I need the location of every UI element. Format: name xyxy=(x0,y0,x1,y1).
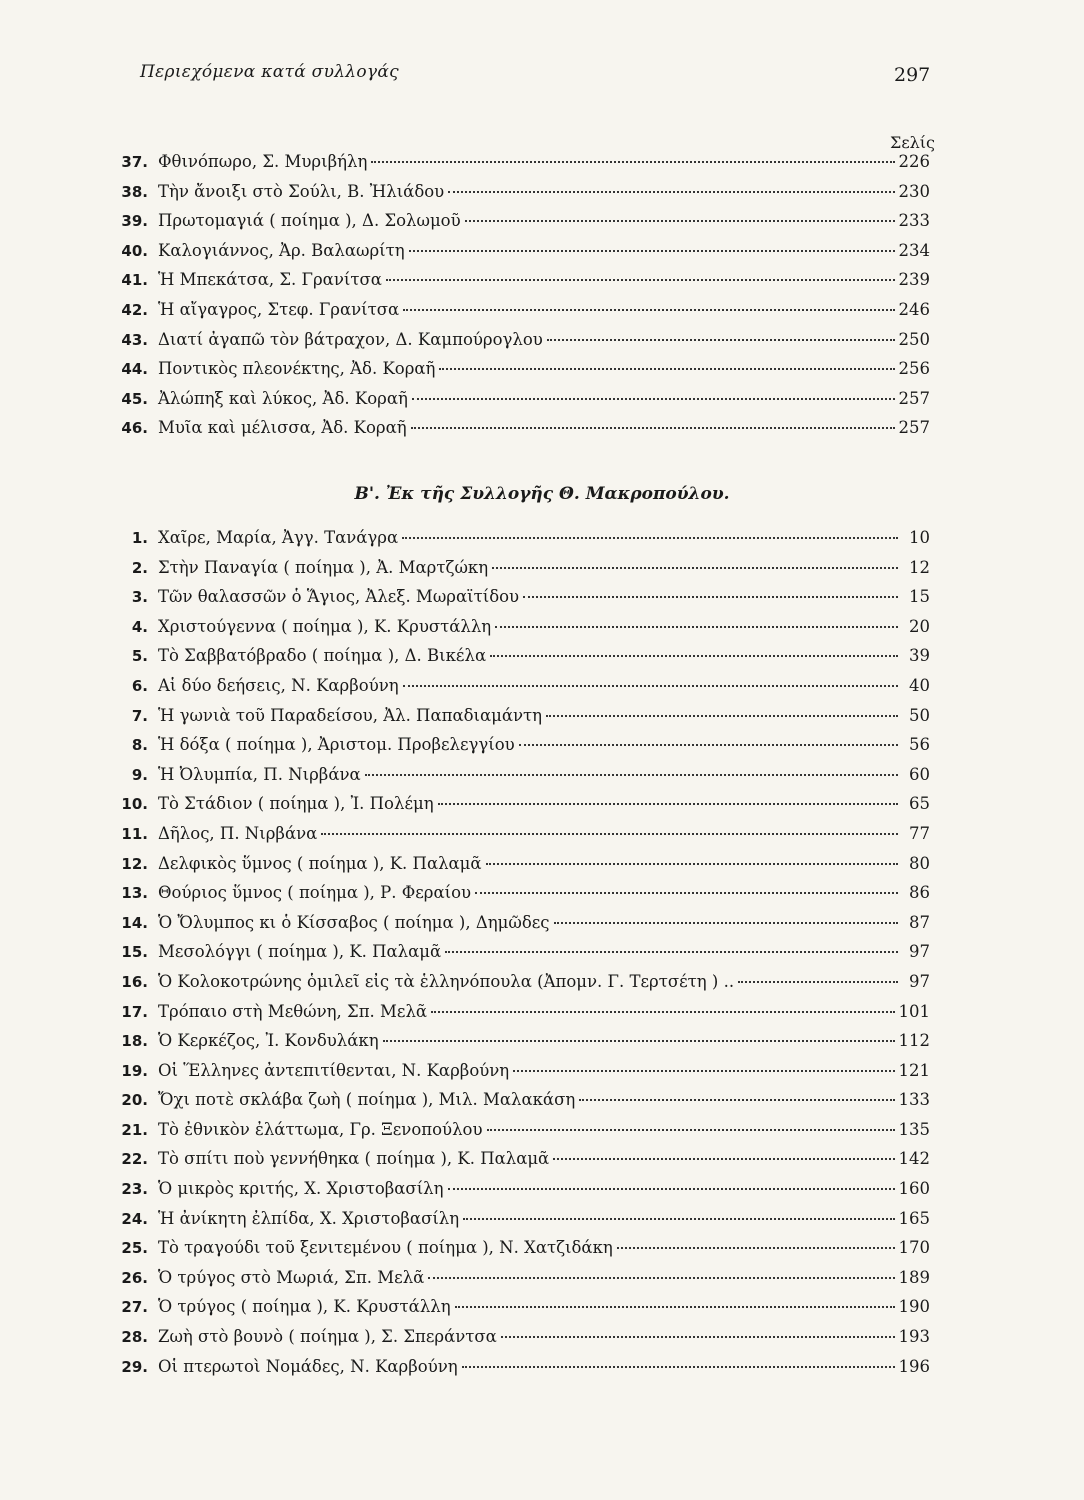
toc-entry xyxy=(110,1149,930,1179)
entry-number: 43. xyxy=(121,330,148,349)
dot-leader xyxy=(428,1276,894,1279)
dot-leader xyxy=(487,1128,895,1131)
entry-page: 226 xyxy=(898,152,930,171)
entry-number: 8. xyxy=(131,736,148,755)
entry-page: 97 xyxy=(909,971,930,991)
entry-page: 246 xyxy=(898,299,930,319)
dot-leader xyxy=(490,654,898,657)
entry-title: Τὸ σπίτι ποὺ γεννήθηκα ( ποίημα ), Κ. Παλαμᾶ xyxy=(158,1149,550,1169)
dot-leader xyxy=(371,160,894,163)
dot-leader xyxy=(448,1187,895,1190)
entry-number: 4. xyxy=(131,617,148,636)
entry-page: 256 xyxy=(898,359,930,379)
section-b-heading: Β'. Ἐκ τῆς Συλλογῆς Θ. Μακροπούλου. xyxy=(354,484,730,504)
entry-page: 239 xyxy=(898,270,930,290)
toc-entry xyxy=(110,330,930,360)
entry-page: 133 xyxy=(898,1090,930,1110)
entry-title: Ὁ Κερκέζος, Ἰ. Κονδυλάκη xyxy=(158,1031,379,1051)
entry-title: Ἀλώπηξ καὶ λύκος, Ἀδ. Κοραῆ xyxy=(158,388,408,408)
dot-leader xyxy=(403,308,894,311)
entry-title: Ὁ Κολοκοτρώνης ὁμιλεῖ εἰς τὰ ἑλληνόπουλα (Ἀπομν. Γ. Τερτσέτη ) .. xyxy=(158,971,735,991)
entry-number: 45. xyxy=(121,389,148,408)
dot-leader xyxy=(445,950,898,953)
toc-entry xyxy=(110,646,930,676)
entry-page: 112 xyxy=(898,1031,930,1051)
toc-entry xyxy=(110,1238,930,1268)
entry-title: Χαῖρε, Μαρία, Ἀγγ. Τανάγρα xyxy=(158,528,399,547)
toc-entry xyxy=(110,211,930,241)
dot-leader xyxy=(547,338,895,341)
entry-page: 230 xyxy=(898,181,930,201)
entry-title: Οἱ Ἕλληνες ἀντεπιτίθενται, Ν. Καρβούνη xyxy=(158,1060,510,1080)
entry-page: 15 xyxy=(909,587,930,607)
entry-title: Διατί ἀγαπῶ τὸν βάτραχον, Δ. Καμπούρογλου xyxy=(158,329,543,349)
entry-title: Καλογιάννος, Ἀρ. Βαλαωρίτη xyxy=(158,240,405,260)
toc-entry xyxy=(110,1357,930,1387)
toc-entry xyxy=(110,359,930,389)
entry-page: 121 xyxy=(898,1060,930,1080)
entry-title: Ἡ Ὀλυμπία, Π. Νιρβάνα xyxy=(158,764,361,784)
entry-number: 10. xyxy=(121,795,148,814)
entry-number: 41. xyxy=(121,271,148,290)
entry-number: 21. xyxy=(121,1120,148,1139)
entry-title: Ἡ αἴγαγρος, Στεφ. Γρανίτσα xyxy=(158,299,400,319)
dot-leader xyxy=(411,426,895,429)
entry-page: 193 xyxy=(898,1327,930,1347)
entry-number: 25. xyxy=(121,1239,148,1258)
entry-title: Δῆλος, Π. Νιρβάνα xyxy=(158,823,318,843)
entry-page: 60 xyxy=(909,764,930,784)
toc-entry xyxy=(110,794,930,824)
entry-number: 6. xyxy=(131,676,148,695)
entry-title: Αἱ δύο δεήσεις, Ν. Καρβούνη xyxy=(158,675,399,695)
entry-number: 38. xyxy=(121,182,148,201)
dot-leader xyxy=(519,743,898,746)
toc-section-b xyxy=(110,528,930,1386)
entry-page: 87 xyxy=(909,912,930,932)
entry-title: Στὴν Παναγία ( ποίημα ), Ἀ. Μαρτζώκη xyxy=(158,557,489,577)
entry-number: 22. xyxy=(121,1150,148,1169)
entry-title: Φθινόπωρο, Σ. Μυριβήλη xyxy=(158,152,368,171)
toc-entry xyxy=(110,854,930,884)
entry-number: 26. xyxy=(121,1268,148,1287)
dot-leader xyxy=(465,219,895,222)
dot-leader xyxy=(402,536,898,539)
toc-entry xyxy=(110,1061,930,1091)
dot-leader xyxy=(492,566,898,569)
entry-page: 86 xyxy=(909,883,930,903)
entry-number: 19. xyxy=(121,1061,148,1080)
entry-title: Τῶν θαλασσῶν ὁ Ἅγιος, Ἀλεξ. Μωραϊτίδου xyxy=(158,587,520,607)
entry-title: Δελφικὸς ὕμνος ( ποίημα ), Κ. Παλαμᾶ xyxy=(158,853,482,873)
entry-number: 12. xyxy=(121,854,148,873)
toc-entry xyxy=(110,1179,930,1209)
toc-entry xyxy=(110,528,930,558)
entry-title: Ἡ δόξα ( ποίημα ), Ἀριστομ. Προβελεγγίου xyxy=(158,735,515,755)
entry-title: Τρόπαιο στὴ Μεθώνη, Σπ. Μελᾶ xyxy=(158,1001,428,1021)
dot-leader xyxy=(523,595,898,598)
entry-title: Ὁ Ὄλυμπος κι ὁ Κίσσαβος ( ποίημα ), Δημῶδες xyxy=(158,912,550,932)
entry-page: 39 xyxy=(909,646,930,666)
dot-leader xyxy=(546,714,898,717)
dot-leader xyxy=(448,190,894,193)
entry-page: 165 xyxy=(898,1208,930,1228)
toc-entry xyxy=(110,1297,930,1327)
dot-leader xyxy=(553,1157,894,1160)
toc-entry xyxy=(110,1209,930,1239)
entry-number: 14. xyxy=(121,913,148,932)
toc-entry xyxy=(110,241,930,271)
dot-leader xyxy=(386,278,895,281)
entry-page: 160 xyxy=(898,1179,930,1199)
toc-entry xyxy=(110,300,930,330)
toc-entry xyxy=(110,1090,930,1120)
dot-leader xyxy=(403,684,898,687)
entry-number: 37. xyxy=(121,153,148,171)
entry-title: Μεσολόγγι ( ποίημα ), Κ. Παλαμᾶ xyxy=(158,942,442,962)
entry-number: 16. xyxy=(121,972,148,991)
dot-leader xyxy=(383,1039,895,1042)
entry-number: 17. xyxy=(121,1002,148,1021)
toc-entry xyxy=(110,913,930,943)
entry-page: 10 xyxy=(909,528,930,547)
entry-page: 250 xyxy=(898,329,930,349)
entry-number: 1. xyxy=(131,529,148,547)
toc-entry xyxy=(110,182,930,212)
toc-entry xyxy=(110,706,930,736)
toc-entry xyxy=(110,972,930,1002)
entry-title: Ποντικὸς πλεονέκτης, Ἀδ. Κοραῆ xyxy=(158,359,436,379)
toc-entry xyxy=(110,270,930,300)
dot-leader xyxy=(462,1365,895,1368)
toc-entry xyxy=(110,389,930,419)
toc-entry xyxy=(110,617,930,647)
page-number: 297 xyxy=(894,64,931,86)
entry-number: 18. xyxy=(121,1032,148,1051)
toc-entry xyxy=(110,1327,930,1357)
entry-title: Ἡ ἀνίκητη ἐλπίδα, Χ. Χριστοβασίλη xyxy=(158,1208,460,1228)
entry-page: 170 xyxy=(898,1238,930,1258)
toc-entry xyxy=(110,765,930,795)
entry-page: 80 xyxy=(909,853,930,873)
entry-page: 50 xyxy=(909,705,930,725)
entry-page: 196 xyxy=(898,1356,930,1376)
entry-title: Ἡ Μπεκάτσα, Σ. Γρανίτσα xyxy=(158,270,382,290)
entry-title: Τὴν ἄνοιξι στὸ Σούλι, Β. Ἠλιάδου xyxy=(158,181,445,201)
entry-number: 44. xyxy=(121,360,148,379)
entry-number: 9. xyxy=(131,765,148,784)
entry-page: 257 xyxy=(898,418,930,438)
entry-title: Ὁ τρύγος στὸ Μωριά, Σπ. Μελᾶ xyxy=(158,1267,425,1287)
entry-title: Τὸ τραγούδι τοῦ ξενιτεμένου ( ποίημα ), Ν. Χατζιδάκη xyxy=(158,1238,613,1258)
toc-entry xyxy=(110,883,930,913)
entry-title: Ὁ μικρὸς κριτής, Χ. Χριστοβασίλη xyxy=(158,1179,444,1199)
toc-entry xyxy=(110,676,930,706)
entry-title: Τὸ ἐθνικὸν ἐλάττωμα, Γρ. Ξενοπούλου xyxy=(158,1119,483,1139)
toc-entry xyxy=(110,587,930,617)
toc-entry xyxy=(110,152,930,182)
entry-page: 142 xyxy=(898,1149,930,1169)
entry-number: 20. xyxy=(121,1091,148,1110)
toc-entry xyxy=(110,1002,930,1032)
entry-page: 101 xyxy=(898,1001,930,1021)
toc-entry xyxy=(110,1268,930,1298)
dot-leader xyxy=(501,1335,895,1338)
entry-page: 189 xyxy=(898,1267,930,1287)
entry-number: 23. xyxy=(121,1180,148,1199)
entry-page: 97 xyxy=(909,942,930,962)
toc-entry xyxy=(110,735,930,765)
entry-title: Ὁ τρύγος ( ποίημα ), Κ. Κρυστάλλη xyxy=(158,1297,451,1317)
entry-page: 257 xyxy=(898,388,930,408)
entry-title: Ζωὴ στὸ βουνὸ ( ποίημα ), Σ. Σπεράντσα xyxy=(158,1327,497,1347)
dot-leader xyxy=(513,1069,894,1072)
running-title: Περιεχόμενα κατά συλλογάς xyxy=(140,62,399,82)
dot-leader xyxy=(475,891,898,894)
entry-title: Τὸ Στάδιον ( ποίημα ), Ἰ. Πολέμη xyxy=(158,794,434,814)
dot-leader xyxy=(495,625,898,628)
entry-page: 12 xyxy=(909,557,930,577)
entry-title: Ὄχι ποτὲ σκλάβα ζωὴ ( ποίημα ), Μιλ. Μαλακάση xyxy=(158,1090,576,1110)
toc-entry xyxy=(110,942,930,972)
toc-entry xyxy=(110,558,930,588)
dot-leader xyxy=(486,862,898,865)
toc-entry xyxy=(110,418,930,448)
entry-number: 3. xyxy=(131,588,148,607)
entry-number: 39. xyxy=(121,212,148,231)
entry-title: Τὸ Σαββατόβραδο ( ποίημα ), Δ. Βικέλα xyxy=(158,646,487,666)
entry-title: Χριστούγεννα ( ποίημα ), Κ. Κρυστάλλη xyxy=(158,616,492,636)
entry-number: 27. xyxy=(121,1298,148,1317)
entry-number: 46. xyxy=(121,419,148,438)
entry-number: 2. xyxy=(131,558,148,577)
entry-number: 28. xyxy=(121,1328,148,1347)
entry-page: 234 xyxy=(898,240,930,260)
pages-column-header: Σελίς xyxy=(890,133,935,152)
entry-page: 56 xyxy=(909,735,930,755)
dot-leader xyxy=(617,1246,895,1249)
toc-entry xyxy=(110,1120,930,1150)
entry-page: 190 xyxy=(898,1297,930,1317)
dot-leader xyxy=(455,1305,895,1308)
dot-leader xyxy=(738,980,898,983)
entry-page: 77 xyxy=(909,823,930,843)
dot-leader xyxy=(365,773,898,776)
entry-title: Θούριος ὕμνος ( ποίημα ), Ρ. Φεραίου xyxy=(158,883,472,903)
dot-leader xyxy=(409,249,895,252)
toc-entry xyxy=(110,1031,930,1061)
dot-leader xyxy=(439,367,894,370)
toc-entry xyxy=(110,824,930,854)
entry-number: 24. xyxy=(121,1209,148,1228)
dot-leader xyxy=(321,832,898,835)
dot-leader xyxy=(579,1098,894,1101)
toc-section-a xyxy=(110,152,930,448)
entry-number: 11. xyxy=(121,824,148,843)
entry-page: 65 xyxy=(909,794,930,814)
entry-number: 42. xyxy=(121,300,148,319)
entry-number: 7. xyxy=(131,706,148,725)
entry-page: 135 xyxy=(898,1119,930,1139)
entry-number: 13. xyxy=(121,884,148,903)
entry-page: 40 xyxy=(909,675,930,695)
entry-number: 15. xyxy=(121,943,148,962)
entry-page: 233 xyxy=(898,211,930,231)
entry-number: 40. xyxy=(121,241,148,260)
entry-number: 5. xyxy=(131,647,148,666)
entry-page: 20 xyxy=(909,616,930,636)
entry-title: Ἡ γωνιὰ τοῦ Παραδείσου, Ἀλ. Παπαδιαμάντη xyxy=(158,705,543,725)
entry-title: Μυῖα καὶ μέλισσα, Ἀδ. Κοραῆ xyxy=(158,418,407,438)
dot-leader xyxy=(412,397,895,400)
dot-leader xyxy=(463,1217,894,1220)
dot-leader xyxy=(431,1010,894,1013)
entry-number: 29. xyxy=(121,1357,148,1376)
entry-title: Οἱ πτερωτοὶ Νομάδες, Ν. Καρβούνη xyxy=(158,1356,458,1376)
dot-leader xyxy=(554,921,898,924)
entry-title: Πρωτομαγιά ( ποίημα ), Δ. Σολωμοῦ xyxy=(158,211,461,231)
dot-leader xyxy=(438,802,898,805)
